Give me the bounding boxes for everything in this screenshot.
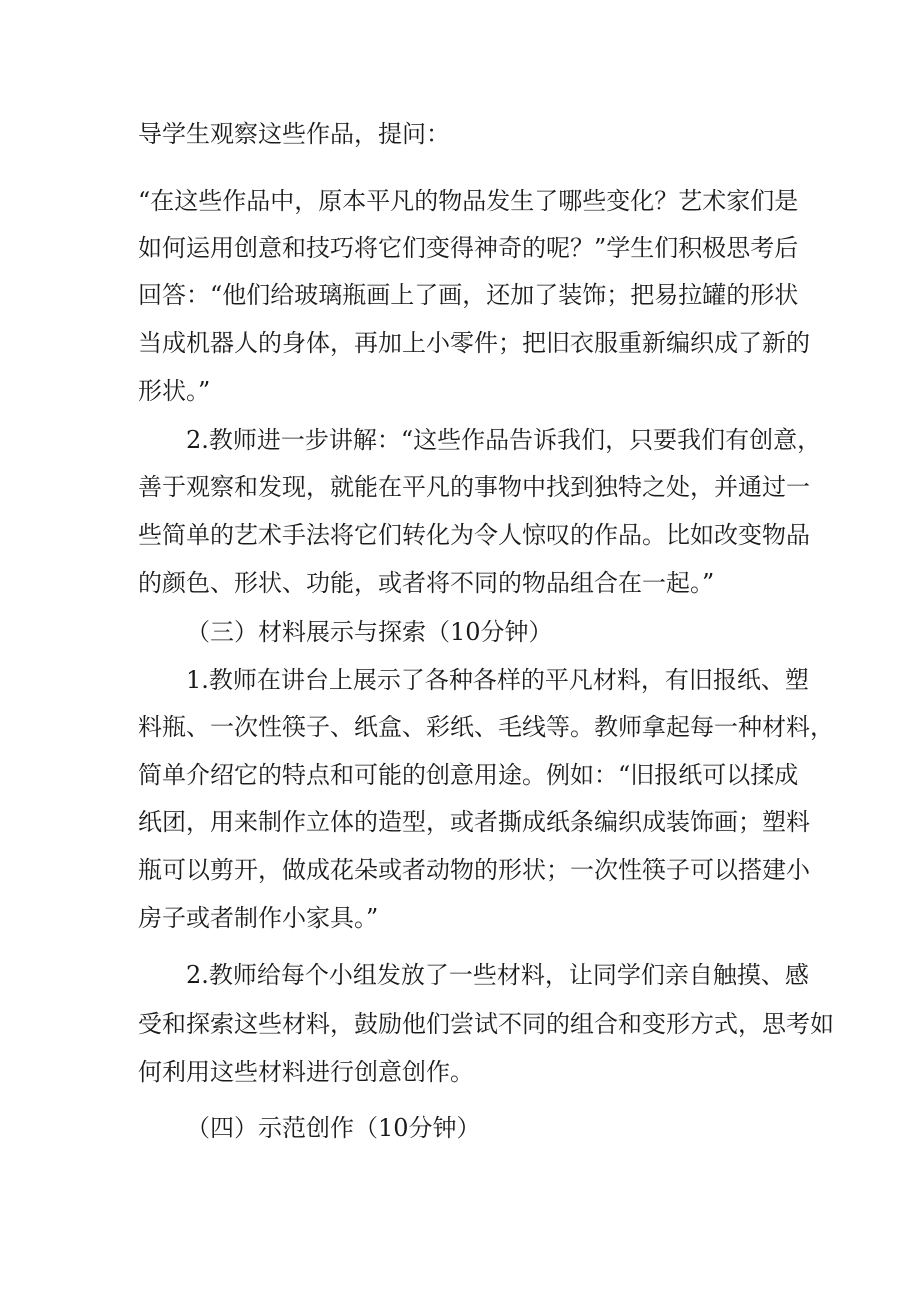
text-line: 的颜色、形状、功能，或者将不同的物品组合在一起。” <box>138 569 715 597</box>
text-line: 形状。” <box>138 377 211 405</box>
section-heading: （三）材料展示与探索（10分钟） <box>186 618 553 646</box>
text-line: 当成机器人的身体，再加上小零件；把旧衣服重新编织成了新的 <box>138 329 810 357</box>
section-heading: （四）示范创作（10分钟） <box>186 1114 481 1142</box>
text-line: 导学生观察这些作品，提问： <box>138 120 450 148</box>
text-line: 善于观察和发现，就能在平凡的事物中找到独特之处，并通过一 <box>138 473 810 501</box>
text-line: “在这些作品中，原本平凡的物品发生了哪些变化？艺术家们是 <box>138 187 799 215</box>
text-line: 如何运用创意和技巧将它们变得神奇的呢？”学生们积极思考后 <box>138 234 799 262</box>
text-line: 回答：“他们给玻璃瓶画上了画，还加了装饰；把易拉罐的形状 <box>138 281 799 309</box>
text-line: 何利用这些材料进行创意创作。 <box>138 1058 474 1086</box>
text-line: 简单介绍它的特点和可能的创意用途。例如：“旧报纸可以揉成 <box>138 761 799 789</box>
text-line: 房子或者制作小家具。” <box>138 904 379 932</box>
paragraph-start: 2.教师给每个小组发放了一些材料，让同学们亲自触摸、感 <box>186 961 809 989</box>
text-line: 受和探索这些材料，鼓励他们尝试不同的组合和变形方式，思考如 <box>138 1010 834 1038</box>
paragraph-start: 2.教师进一步讲解：“这些作品告诉我们，只要我们有创意， <box>186 426 822 454</box>
text-line: 纸团，用来制作立体的造型，或者撕成纸条编织成装饰画；塑料 <box>138 808 810 836</box>
paragraph-start: 1.教师在讲台上展示了各种各样的平凡材料，有旧报纸、塑 <box>186 666 809 694</box>
text-line: 料瓶、一次性筷子、纸盒、彩纸、毛线等。教师拿起每一种材料， <box>138 713 834 741</box>
text-line: 些简单的艺术手法将它们转化为令人惊叹的作品。比如改变物品 <box>138 521 810 549</box>
text-line: 瓶可以剪开，做成花朵或者动物的形状；一次性筷子可以搭建小 <box>138 856 810 884</box>
